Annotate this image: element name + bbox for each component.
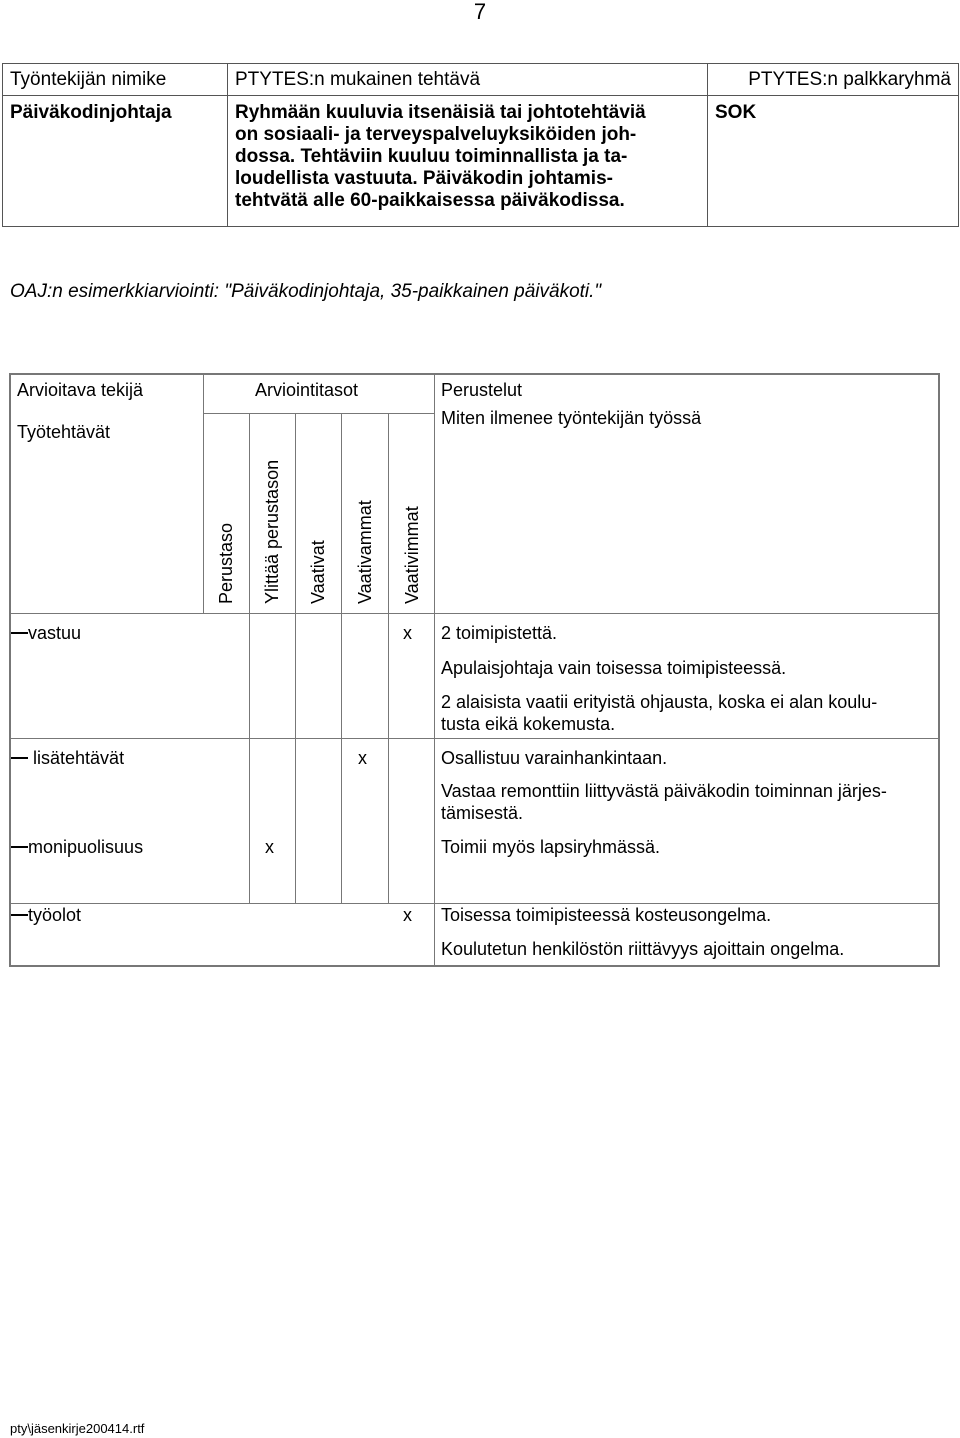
factor-tyoolot	[11, 904, 81, 926]
factor-lisatehtavat	[11, 747, 124, 769]
task-line: dossa. Tehtäviin kuuluu toiminnallista ja ta-	[235, 146, 628, 167]
reason-line: Apulaisjohtaja vain toisessa toimipisteessä.	[441, 658, 787, 678]
evaluation-table	[9, 373, 940, 967]
table-border-top	[9, 373, 940, 375]
reason-line: Toimii myös lapsiryhmässä.	[441, 837, 661, 857]
level-mark: x	[358, 748, 367, 768]
pay-group-cell: SOK	[708, 96, 959, 227]
level-perustaso: Perustaso	[216, 522, 236, 604]
header-tasks: Työtehtävät	[17, 422, 111, 442]
reason-line: tusta eikä kokemusta.	[441, 714, 616, 734]
level-column-divider	[249, 413, 250, 903]
level-mark: x	[403, 905, 412, 925]
dash-marker	[11, 632, 28, 634]
task-line: tehtvätä alle 60-paikkaisessa päiväkodissa.	[235, 190, 625, 211]
factor-label: monipuolisuus	[28, 837, 144, 857]
level-ylittaa-perustason: Ylittää perustason	[262, 459, 282, 604]
column-divider	[434, 373, 435, 967]
factor-monipuolisuus	[11, 836, 143, 858]
reason-line: 2 alaisista vaatii erityistä ohjausta, koska ei alan koulu-	[441, 692, 878, 712]
dash-marker	[11, 914, 28, 916]
header-factor: Arvioitava tekijä	[17, 380, 144, 400]
row-divider	[9, 738, 940, 739]
reason-line: tämisestä.	[441, 803, 524, 823]
header-employee-name: Työntekijän nimike	[3, 64, 228, 96]
factor-vastuu	[11, 622, 81, 644]
factor-label: lisätehtävät	[33, 748, 125, 768]
reason-line: 2 toimipistettä.	[441, 623, 558, 643]
factor-label: työolot	[28, 905, 82, 925]
reason-line: Koulutetun henkilöstön riittävyys ajoittain ongelma.	[441, 939, 845, 959]
level-mark: x	[403, 623, 412, 643]
dash-marker	[11, 757, 28, 759]
level-mark: x	[265, 837, 274, 857]
table-border-left	[9, 373, 11, 967]
footer-filename: pty\jäsenkirje200414.rtf	[10, 1421, 145, 1436]
reason-line: Toisessa toimipisteessä kosteusongelma.	[441, 905, 772, 925]
job-title-table	[2, 63, 959, 227]
levels-subheader-divider	[203, 413, 435, 414]
page-number: 7	[473, 0, 487, 24]
header-levels: Arviointitasot	[255, 380, 359, 400]
level-vaativat: Vaativat	[308, 540, 328, 604]
column-divider	[203, 373, 204, 613]
task-description-cell	[228, 96, 708, 227]
employee-name-cell: Päiväkodinjohtaja	[3, 96, 228, 227]
level-column-divider	[295, 413, 296, 903]
factor-label: vastuu	[28, 623, 82, 643]
reason-line: Osallistuu varainhankintaan.	[441, 748, 668, 768]
task-line: on sosiaali- ja terveyspalveluyksiköiden joh-	[235, 124, 637, 145]
table-border-right	[938, 373, 940, 967]
header-pay-group: PTYTES:n palkkaryhmä	[708, 64, 959, 96]
level-vaativimmat: Vaativimmat	[402, 506, 422, 604]
reason-line: Vastaa remonttiin liittyvästä päiväkodin toiminnan järjes-	[441, 781, 887, 801]
header-reasons-sub: Miten ilmenee työntekijän työssä	[441, 408, 702, 428]
level-column-divider	[388, 413, 389, 903]
task-line: Ryhmään kuuluvia itsenäisiä tai johtotehtäviä	[235, 102, 646, 123]
level-column-divider	[341, 413, 342, 903]
task-line: loudellista vastuuta. Päiväkodin johtamis-	[235, 168, 613, 189]
dash-marker	[11, 846, 28, 848]
header-reasons: Perustelut	[441, 380, 523, 400]
header-task: PTYTES:n mukainen tehtävä	[228, 64, 708, 96]
example-note: OAJ:n esimerkkiarviointi: "Päiväkodinjohtaja, 35-paikkainen päiväkoti."	[10, 281, 602, 302]
header-row-divider	[9, 613, 940, 614]
table-border-bottom	[9, 965, 940, 967]
level-vaativammat: Vaativammat	[355, 500, 375, 604]
